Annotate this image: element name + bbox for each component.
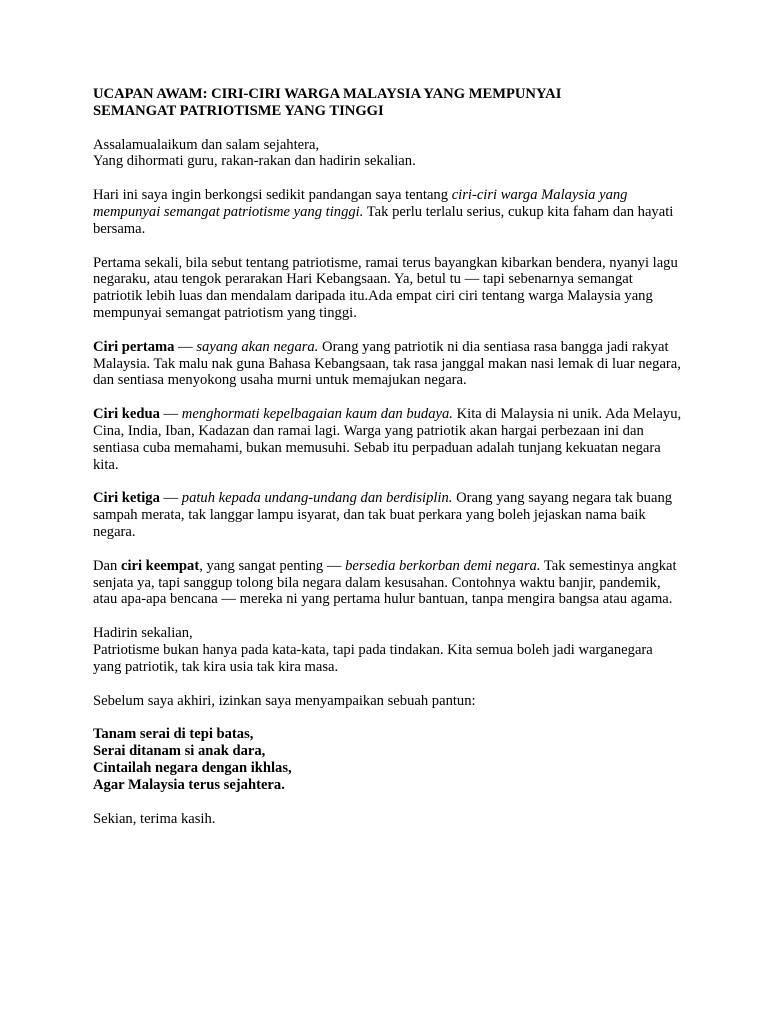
- ciri-keempat-emphasis: bersedia berkorban demi negara.: [345, 557, 541, 574]
- ciri-kedua-text: Kita di Malaysia ni unik. Ada Melayu, Cina, India, Iban, Kadazan dan ramai lagi. Warga yang patriotik akan hargai perbezaan ini dan sentiasa cuba memahami, bukan memusuhi. Sebab itu perpaduan adalah tunjang kekuatan negara kita.: [93, 406, 682, 473]
- intro-lead: Hari ini saya ingin berkongsi sedikit pandangan saya tentang: [93, 187, 452, 204]
- greeting-paragraph: [93, 137, 683, 171]
- ciri-keempat-mid: , yang sangat penting —: [199, 557, 346, 574]
- pantun-line-3: Cintailah negara dengan ikhlas,: [93, 759, 292, 776]
- ciri-keempat-label: ciri keempat: [120, 557, 200, 574]
- hadirin-paragraph: [93, 625, 683, 675]
- ciri-ketiga-text: Orang yang sayang negara tak buang sampah merata, tak langgar lampu isyarat, dan tak buat perkara yang boleh jejaskan nama baik negara.: [93, 490, 673, 540]
- pantun-line-2: Serai ditanam si anak dara,: [93, 743, 266, 760]
- ciri-kedua-label: Ciri kedua: [93, 406, 160, 423]
- title-line-2: SEMANGAT PATRIOTISME YANG TINGGI: [93, 102, 384, 119]
- ciri-keempat-lead: Dan: [93, 557, 121, 574]
- intro-emphasis: ciri-ciri warga Malaysia yang mempunyai semangat patriotisme yang tinggi.: [93, 187, 628, 220]
- hadirin-line-1: Hadirin sekalian,: [93, 625, 193, 642]
- ciri-ketiga-dash: —: [159, 490, 182, 507]
- pantun-line-4: Agar Malaysia terus sejahtera.: [93, 776, 285, 793]
- ciri-ketiga-emphasis: patuh kepada undang-undang dan berdisiplin.: [181, 490, 453, 507]
- intro-paragraph: [93, 187, 683, 237]
- first-paragraph: Pertama sekali, bila sebut tentang patriotisme, ramai terus bayangkan kibarkan bendera, nyanyi lagu negaraku, atau tengok perarakan Hari Kebangsaan. Ya, betul tu — tapi sebenarnya semangat patriotik lebih luas dan mendalam daripada itu.Ada empat ciri ciri tentang warga Malaysia yang mempunyai semangat patriotism yang tinggi.: [93, 254, 678, 321]
- ciri-pertama-paragraph: [93, 339, 683, 389]
- ciri-ketiga-label: Ciri ketiga: [93, 490, 160, 507]
- greeting-line-1: Assalamualaikum dan salam sejahtera,: [93, 136, 320, 153]
- hadirin-line-2: Patriotisme bukan hanya pada kata-kata, tapi pada tindakan. Kita semua boleh jadi warganegara yang patriotik, tak kira usia tak kira masa.: [93, 641, 653, 675]
- greeting-line-2: Yang dihormati guru, rakan-rakan dan hadirin sekalian.: [93, 153, 416, 170]
- intro-tail: Tak perlu terlalu serius, cukup kita faham dan hayati bersama.: [93, 203, 674, 237]
- pantun-line-1: Tanam serai di tepi batas,: [93, 726, 254, 743]
- ciri-kedua-paragraph: [93, 406, 683, 473]
- ciri-kedua-emphasis: menghormati kepelbagaian kaum dan budaya.: [181, 406, 453, 423]
- closing-line: Sekian, terima kasih.: [93, 810, 216, 827]
- ciri-keempat-paragraph: [93, 558, 683, 608]
- ciri-pertama-dash: —: [174, 338, 197, 355]
- document-title: [93, 86, 683, 120]
- document-page: [93, 86, 683, 844]
- title-line-1: UCAPAN AWAM: CIRI-CIRI WARGA MALAYSIA YANG MEMPUNYAI: [93, 86, 562, 102]
- ciri-ketiga-paragraph: [93, 490, 683, 540]
- ciri-pertama-text: Orang yang patriotik ni dia sentiasa rasa bangga jadi rakyat Malaysia. Tak malu nak guna Bahasa Kebangsaan, tak rasa janggal makan nasi lemak di luar negara, dan sentiasa menyokong usaha murni untuk memajukan negara.: [93, 338, 681, 389]
- ciri-kedua-dash: —: [159, 406, 182, 423]
- ciri-pertama-emphasis: sayang akan negara.: [196, 338, 319, 355]
- pantun-intro: Sebelum saya akhiri, izinkan saya menyampaikan sebuah pantun:: [93, 692, 476, 709]
- ciri-pertama-label: Ciri pertama: [93, 338, 175, 355]
- ciri-keempat-text: Tak semestinya angkat senjata ya, tapi sanggup tolong bila negara dalam kesusahan. Contohnya waktu banjir, pandemik, atau apa-apa bencana — mereka ni yang pertama hulur bantuan, tanpa mengira bangsa atau agama.: [93, 557, 677, 608]
- pantun-stanza: [93, 726, 683, 793]
